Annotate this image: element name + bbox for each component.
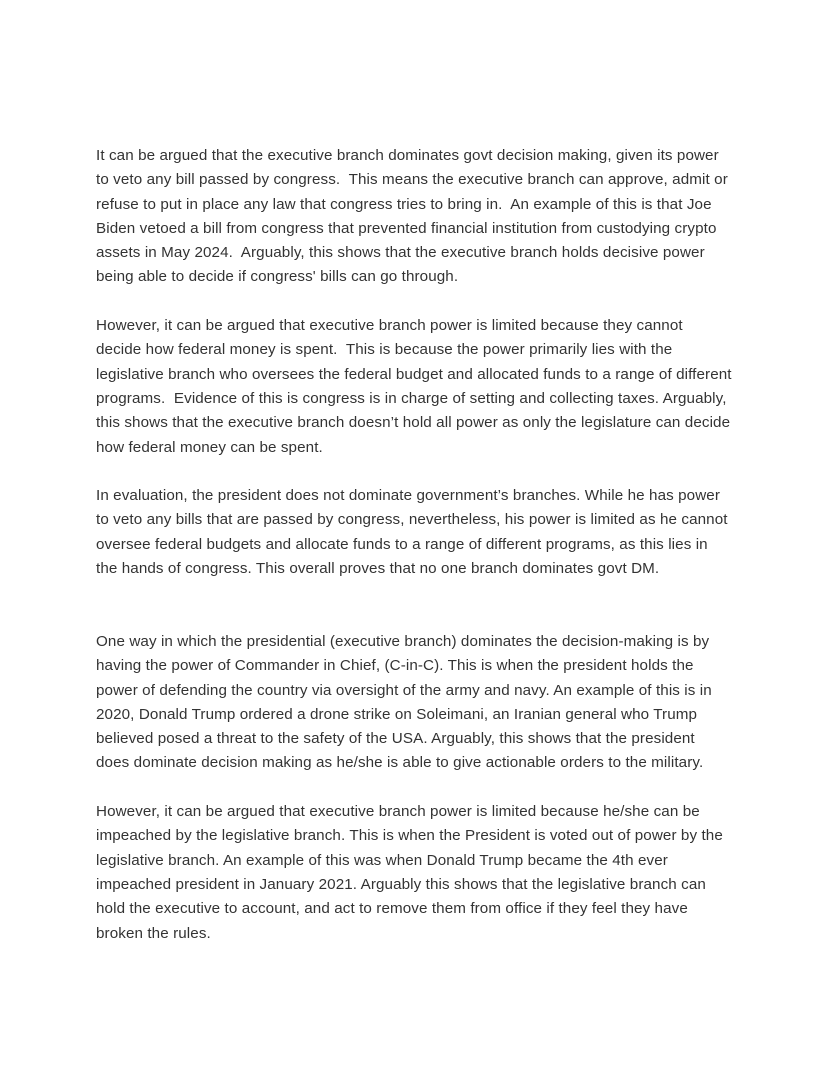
essay-paragraph-1: It can be argued that the executive branch dominates govt decision making, given its power to veto any bill passed by congress. This means the executive branch can approve, admit or refuse to put in place any law that congress tries to bring in. An example of this is that Joe Biden vetoed a bill from congress that prevented financial institution from custodying crypto assets in May 2024. Arguably, this shows that the executive branch holds decisive power being able to decide if congress' bills can go through. xyxy=(96,147,733,286)
essay-paragraph-3: In evaluation, the president does not dominate government’s branches. While he has power to veto any bills that are passed by congress, nevertheless, his power is limited as he cannot oversee federal budgets and allocate funds to a range of different programs, as this lies in the hands of congress. This overall proves that no one branch dominates govt DM. xyxy=(96,487,732,578)
essay-text-block xyxy=(96,144,736,970)
essay-paragraph-2: However, it can be argued that executive branch power is limited because they cannot decide how federal money is spent. This is because the power primarily lies with the legislative branch who oversees the federal budget and allocated funds to a range of different programs. Evidence of this is congress is in charge of setting and collecting taxes. Arguably, this shows that the executive branch doesn’t hold all power as only the legislature can decide how federal money can be spent. xyxy=(96,317,736,456)
essay-paragraph-5: However, it can be argued that executive branch power is limited because he/she can be impeached by the legislative branch. This is when the President is voted out of power by the legislative branch. An example of this was when Donald Trump became the 4th ever impeached president in January 2021. Arguably this shows that the legislative branch can hold the executive to account, and act to remove them from office if they feel they have broken the rules. xyxy=(96,803,728,942)
essay-paragraph-4: One way in which the presidential (executive branch) dominates the decision-making is by having the power of Commander in Chief, (C-in-C). This is when the president holds the power of defending the country via oversight of the army and navy. An example of this is in 2020, Donald Trump ordered a drone strike on Soleimani, an Iranian general who Trump believed posed a threat to the safety of the USA. Arguably, this shows that the president does dominate decision making as he/she is able to give actionable orders to the military. xyxy=(96,632,717,772)
